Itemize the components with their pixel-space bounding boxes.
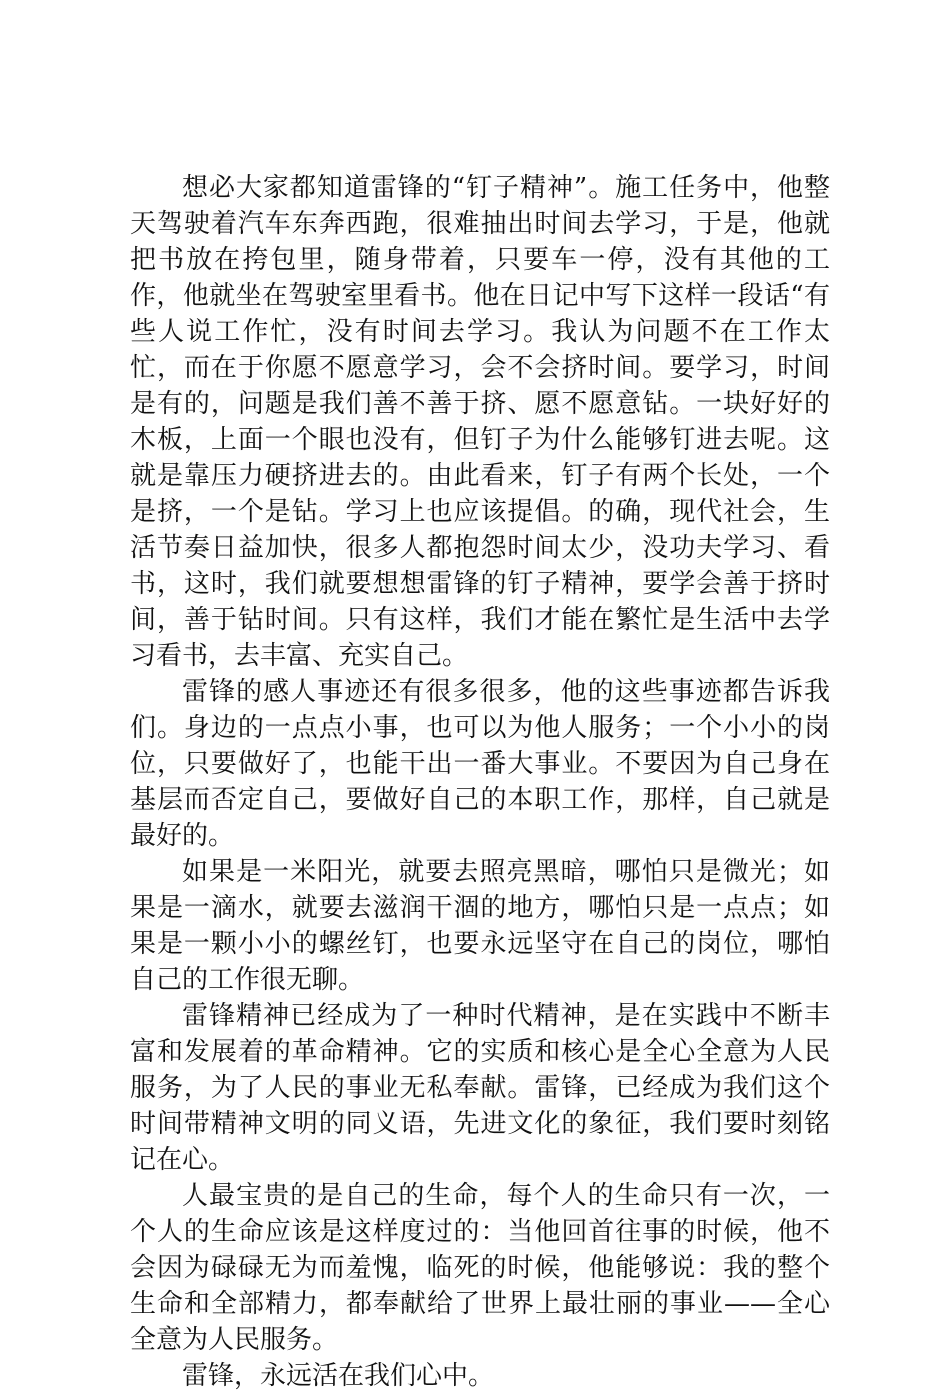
- paragraph-closing: 雷锋，永远活在我们心中。: [182, 1361, 495, 1391]
- document-body: [130, 170, 830, 1394]
- paragraph-nail-spirit: 想必大家都知道雷锋的“钉子精神”。施工任务中，他整天驾驶着汽车东奔西跑，很难抽出时间去学习，于是，他就把书放在挎包里，随身带着，只要车一停，没有其他的工作，他就坐在驾驶室里看书。他在日记中写下这样一段话“有些人说工作忙，没有时间去学习。我认为问题不在工作太忙，而在于你愿不愿意学习，会不会挤时间。要学习，时间是有的，问题是我们善不善于挤、愿不愿意钻。一块好好的木板，上面一个眼也没有，但钉子为什么能够钉进去呢。这就是靠压力硬挤进去的。由此看来，钉子有两个长处，一个是挤，一个是钻。学习上也应该提倡。的确，现代社会，生活节奏日益加快，很多人都抱怨时间太少，没功夫学习、看书，这时，我们就要想想雷锋的钉子精神，要学会善于挤时间，善于钻时间。只有这样，我们才能在繁忙是生活中去学习看书，去丰富、充实自己。: [130, 173, 830, 671]
- paragraph-life: 人最宝贵的是自己的生命，每个人的生命只有一次，一个人的生命应该是这样度过的：当他回首往事的时候，他不会因为碌碌无为而羞愧，临死的时候，他能够说：我的整个生命和全部精力，都奉献给了世界上最壮丽的事业——全心全意为人民服务。: [130, 1181, 830, 1355]
- paragraph-era-spirit: 雷锋精神已经成为了一种时代精神，是在实践中不断丰富和发展着的革命精神。它的实质和核心是全心全意为人民服务，为了人民的事业无私奉献。雷锋，已经成为我们这个时间带精神文明的同义语，先进文化的象征，我们要时刻铭记在心。: [130, 1001, 830, 1175]
- paragraph-sunlight: 如果是一米阳光，就要去照亮黑暗，哪怕只是微光；如果是一滴水，就要去滋润干涸的地方，哪怕只是一点点；如果是一颗小小的螺丝钉，也要永远坚守在自己的岗位，哪怕自己的工作很无聊。: [130, 857, 830, 995]
- paragraph-deeds: 雷锋的感人事迹还有很多很多，他的这些事迹都告诉我们。身边的一点点小事，也可以为他人服务；一个小小的岗位，只要做好了，也能干出一番大事业。不要因为自己身在基层而否定自己，要做好自己的本职工作，那样，自己就是最好的。: [130, 677, 830, 851]
